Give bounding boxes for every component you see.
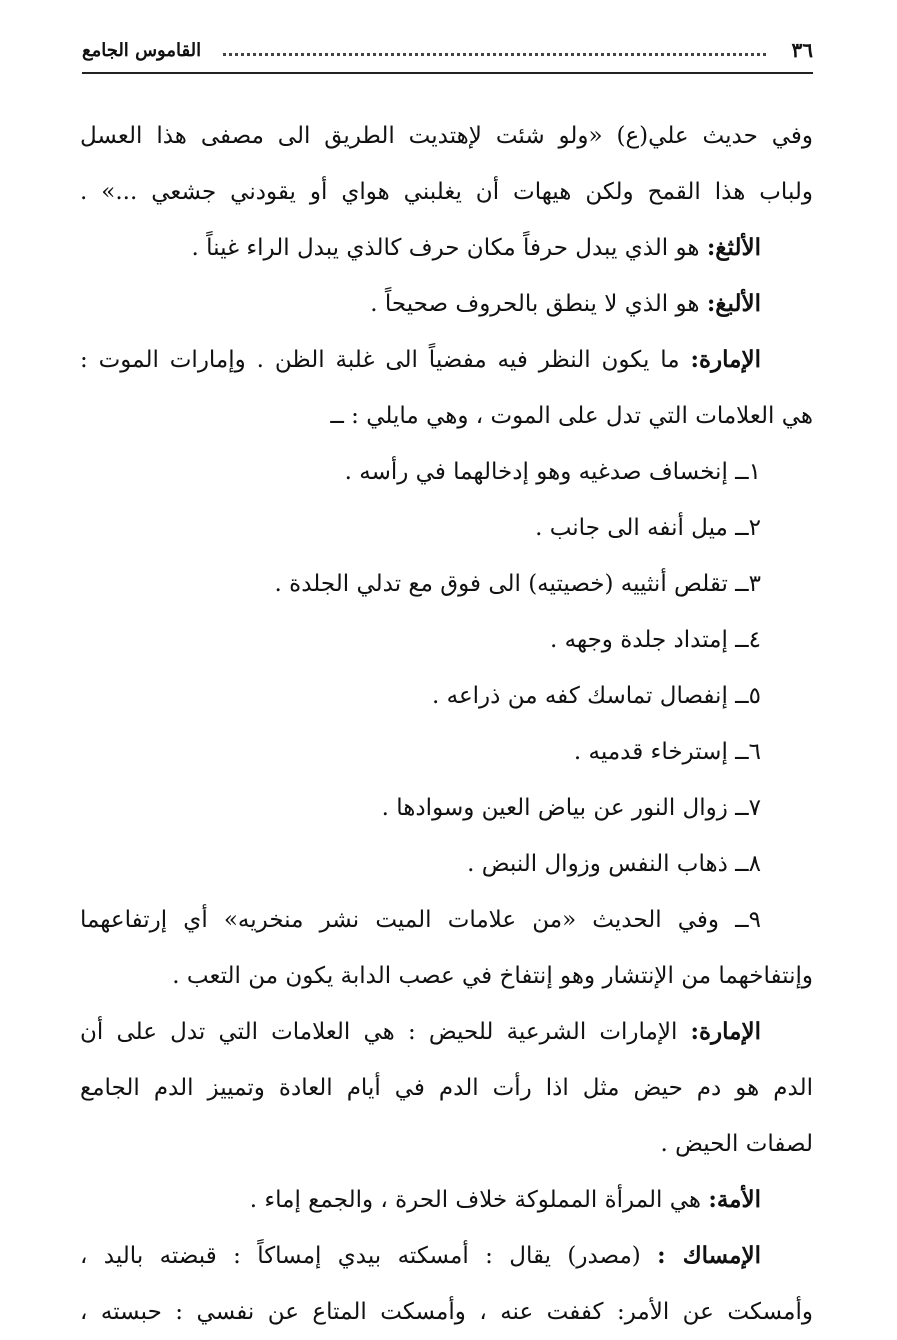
body-text — [80, 108, 813, 1340]
list-item — [80, 556, 813, 612]
line-text: هي العلامات التي تدل على الموت ، وهي مايلي : ــ — [330, 403, 813, 429]
line-text: لصفات الحيض . — [660, 1131, 813, 1157]
entry-term: الأمة: — [708, 1186, 761, 1213]
line-text: وأمسكت عن الأمر: كففت عنه ، وأمسكت المتاع عن نفسي : حبسته ، — [80, 1299, 813, 1325]
line-text: ما يكون النظر فيه مفضياً الى غلبة الظن . وإمارات الموت : — [80, 347, 691, 373]
list-item-text: ٨ــ ذهاب النفس وزوال النبض . — [467, 851, 761, 877]
entry-line — [80, 332, 813, 388]
entry-line — [80, 276, 813, 332]
entry-term: الألبغ: — [706, 290, 761, 317]
entry-term: الإمارة: — [690, 1018, 761, 1045]
text-line — [80, 1060, 813, 1116]
list-item-text: ٩ــ وفي الحديث «من علامات الميت نشر منخريه» أي إرتفاعهما — [80, 907, 761, 933]
list-item-text: ٥ــ إنفصال تماسك كفه من ذراعه . — [431, 683, 761, 709]
text-line — [80, 948, 813, 1004]
line-text: هو الذي يبدل حرفاً مكان حرف كالذي يبدل الراء غيناً . — [191, 235, 707, 261]
header-dotted-leader — [223, 53, 765, 56]
line-text: هي المرأة المملوكة خلاف الحرة ، والجمع إماء . — [249, 1187, 709, 1213]
running-title: القاموس الجامع — [82, 39, 202, 61]
list-item — [80, 724, 813, 780]
entry-term: الإمساك : — [657, 1242, 762, 1269]
list-item — [80, 612, 813, 668]
list-item-text: ٧ــ زوال النور عن بياض العين وسوادها . — [381, 795, 761, 821]
entry-line — [80, 1172, 813, 1228]
list-item-text: ٤ــ إمتداد جلدة وجهه . — [550, 627, 761, 653]
text-line — [80, 1284, 813, 1340]
list-item-text: ٢ــ ميل أنفه الى جانب . — [535, 515, 761, 541]
entry-term: الألثغ: — [706, 234, 761, 261]
text-line — [80, 108, 813, 164]
entry-line — [80, 1004, 813, 1060]
list-item — [80, 892, 813, 948]
text-line — [80, 164, 813, 220]
line-text: ولباب هذا القمح ولكن هيهات أن يغلبني هواي أو يقودني جشعي ...» . — [80, 179, 813, 205]
text-line — [80, 388, 813, 444]
list-item — [80, 836, 813, 892]
line-text: هو الذي لا ينطق بالحروف صحيحاً . — [370, 291, 707, 317]
list-item — [80, 668, 813, 724]
line-text: (مصدر) يقال : أمسكته بيدي إمساكاً : قبضته باليد ، — [80, 1243, 658, 1269]
list-item — [80, 444, 813, 500]
list-item — [80, 500, 813, 556]
line-text: الدم هو دم حيض مثل اذا رأت الدم في أيام العادة وتمييز الدم الجامع — [80, 1075, 813, 1101]
line-text: وإنتفاخهما من الإنتشار وهو إنتفاخ في عصب الدابة يكون من التعب . — [172, 963, 813, 989]
line-text: الإمارات الشرعية للحيض : هي العلامات التي تدل على أن — [80, 1019, 691, 1045]
page-number: ٣٦ — [791, 38, 813, 62]
list-item-text: ٦ــ إسترخاء قدميه . — [573, 739, 761, 765]
list-item-text: ٣ــ تقلص أنثييه (خصيتيه) الى فوق مع تدلي الجلدة . — [274, 571, 761, 597]
list-item — [80, 780, 813, 836]
entry-term: الإمارة: — [690, 346, 761, 373]
entry-line — [80, 220, 813, 276]
page-header — [82, 28, 813, 74]
text-line — [80, 1116, 813, 1172]
list-item-text: ١ــ إنخساف صدغيه وهو إدخالهما في رأسه . — [344, 459, 761, 485]
entry-line — [80, 1228, 813, 1284]
line-text: وفي حديث علي(ع) «ولو شئت لإهتديت الطريق الى مصفى هذا العسل — [80, 123, 813, 149]
